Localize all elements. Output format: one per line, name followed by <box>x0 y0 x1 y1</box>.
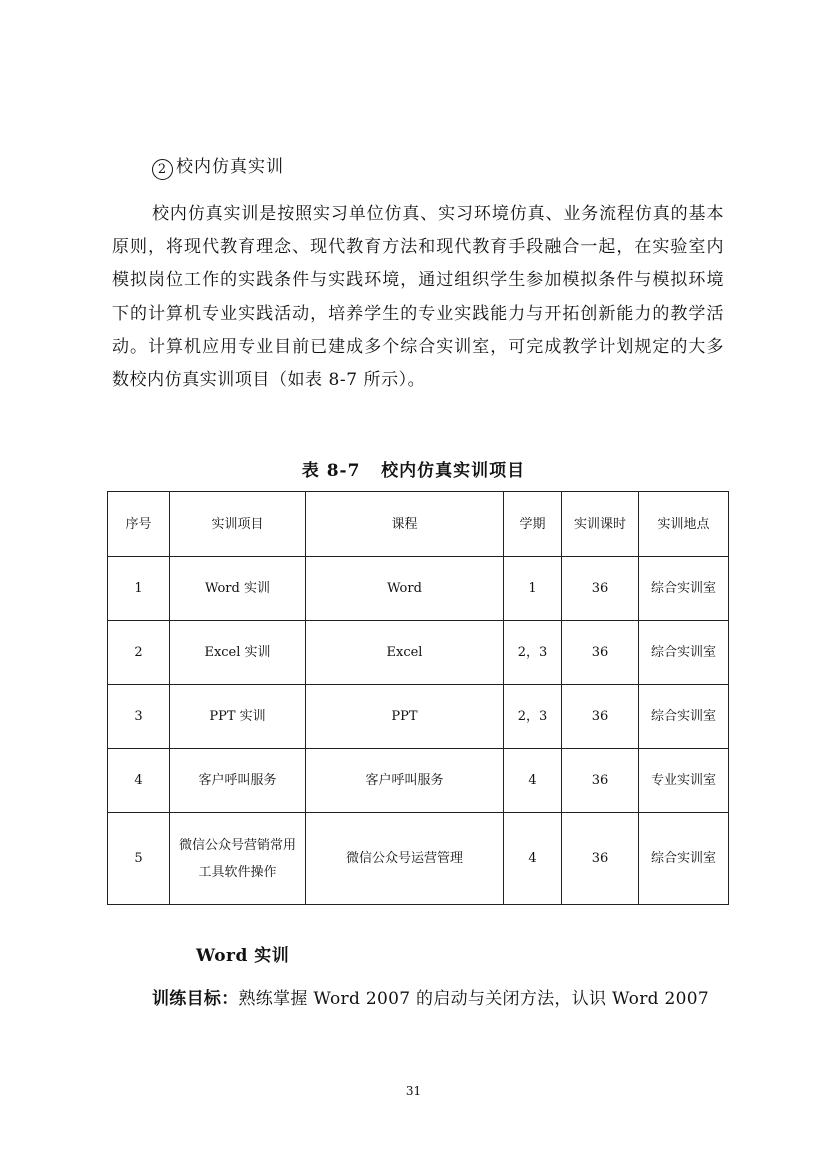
cell-semester: 4 <box>504 813 562 905</box>
cell-course: Excel <box>306 621 504 685</box>
cell-index: 4 <box>108 749 170 813</box>
cell-location: 综合实训室 <box>639 621 729 685</box>
header-cell-course: 课程 <box>306 492 504 557</box>
cell-index: 1 <box>108 557 170 621</box>
cell-course: 客户呼叫服务 <box>306 749 504 813</box>
cell-semester: 2，3 <box>504 621 562 685</box>
header-cell-hours: 实训课时 <box>562 492 639 557</box>
header-cell-index: 序号 <box>108 492 170 557</box>
body-paragraph: 校内仿真实训是按照实习单位仿真、实习环境仿真、业务流程仿真的基本原则，将现代教育理念、现代教育方法和现代教育手段融合一起，在实验室内模拟岗位工作的实践条件与实践环境，通过组织学生参加模拟条件与模拟环境下的计算机专业实践活动，培养学生的专业实践能力与开拓创新能力的教学活动。计算机应用专业目前已建成多个综合实训室，可完成教学计划规定的大多数校内仿真实训项目（如表 8-7 所示）。 <box>112 204 724 391</box>
cell-hours: 36 <box>562 813 639 905</box>
header-cell-semester: 学期 <box>504 492 562 557</box>
cell-index: 2 <box>108 621 170 685</box>
cell-course: Word <box>306 557 504 621</box>
cell-hours: 36 <box>562 685 639 749</box>
cell-hours: 36 <box>562 749 639 813</box>
training-goal-line <box>152 984 709 1009</box>
cell-project: Word 实训 <box>170 557 306 621</box>
table-row <box>108 813 729 905</box>
cell-location: 综合实训室 <box>639 685 729 749</box>
circled-number-marker: 2 <box>152 159 173 180</box>
cell-course: 微信公众号运营管理 <box>306 813 504 905</box>
cell-location: 综合实训室 <box>639 813 729 905</box>
cell-location: 综合实训室 <box>639 557 729 621</box>
cell-semester: 2，3 <box>504 685 562 749</box>
cell-index: 5 <box>108 813 170 905</box>
page-number: 31 <box>405 1084 422 1098</box>
training-goal-text: 熟练掌握 Word 2007 的启动与关闭方法，认识 Word 2007 <box>238 989 709 1009</box>
section-heading-text: 校内仿真实训 <box>176 157 284 177</box>
header-cell-location: 实训地点 <box>639 492 729 557</box>
cell-project: 客户呼叫服务 <box>170 749 306 813</box>
training-goal-label: 训练目标： <box>152 989 239 1009</box>
table-caption: 表 8-7 校内仿真实训项目 <box>301 461 526 481</box>
cell-project: 微信公众号营销常用工具软件操作 <box>170 813 306 905</box>
table-row <box>108 749 729 813</box>
subsection-title: Word 实训 <box>196 946 290 966</box>
section-heading <box>152 152 284 180</box>
cell-semester: 4 <box>504 749 562 813</box>
cell-location: 专业实训室 <box>639 749 729 813</box>
header-cell-project: 实训项目 <box>170 492 306 557</box>
cell-semester: 1 <box>504 557 562 621</box>
cell-course: PPT <box>306 685 504 749</box>
cell-project: Excel 实训 <box>170 621 306 685</box>
cell-hours: 36 <box>562 621 639 685</box>
table-row <box>108 621 729 685</box>
cell-project: PPT 实训 <box>170 685 306 749</box>
cell-index: 3 <box>108 685 170 749</box>
table-header-row <box>108 492 729 557</box>
table-row <box>108 557 729 621</box>
training-projects-table <box>107 491 729 905</box>
table-row <box>108 685 729 749</box>
cell-hours: 36 <box>562 557 639 621</box>
